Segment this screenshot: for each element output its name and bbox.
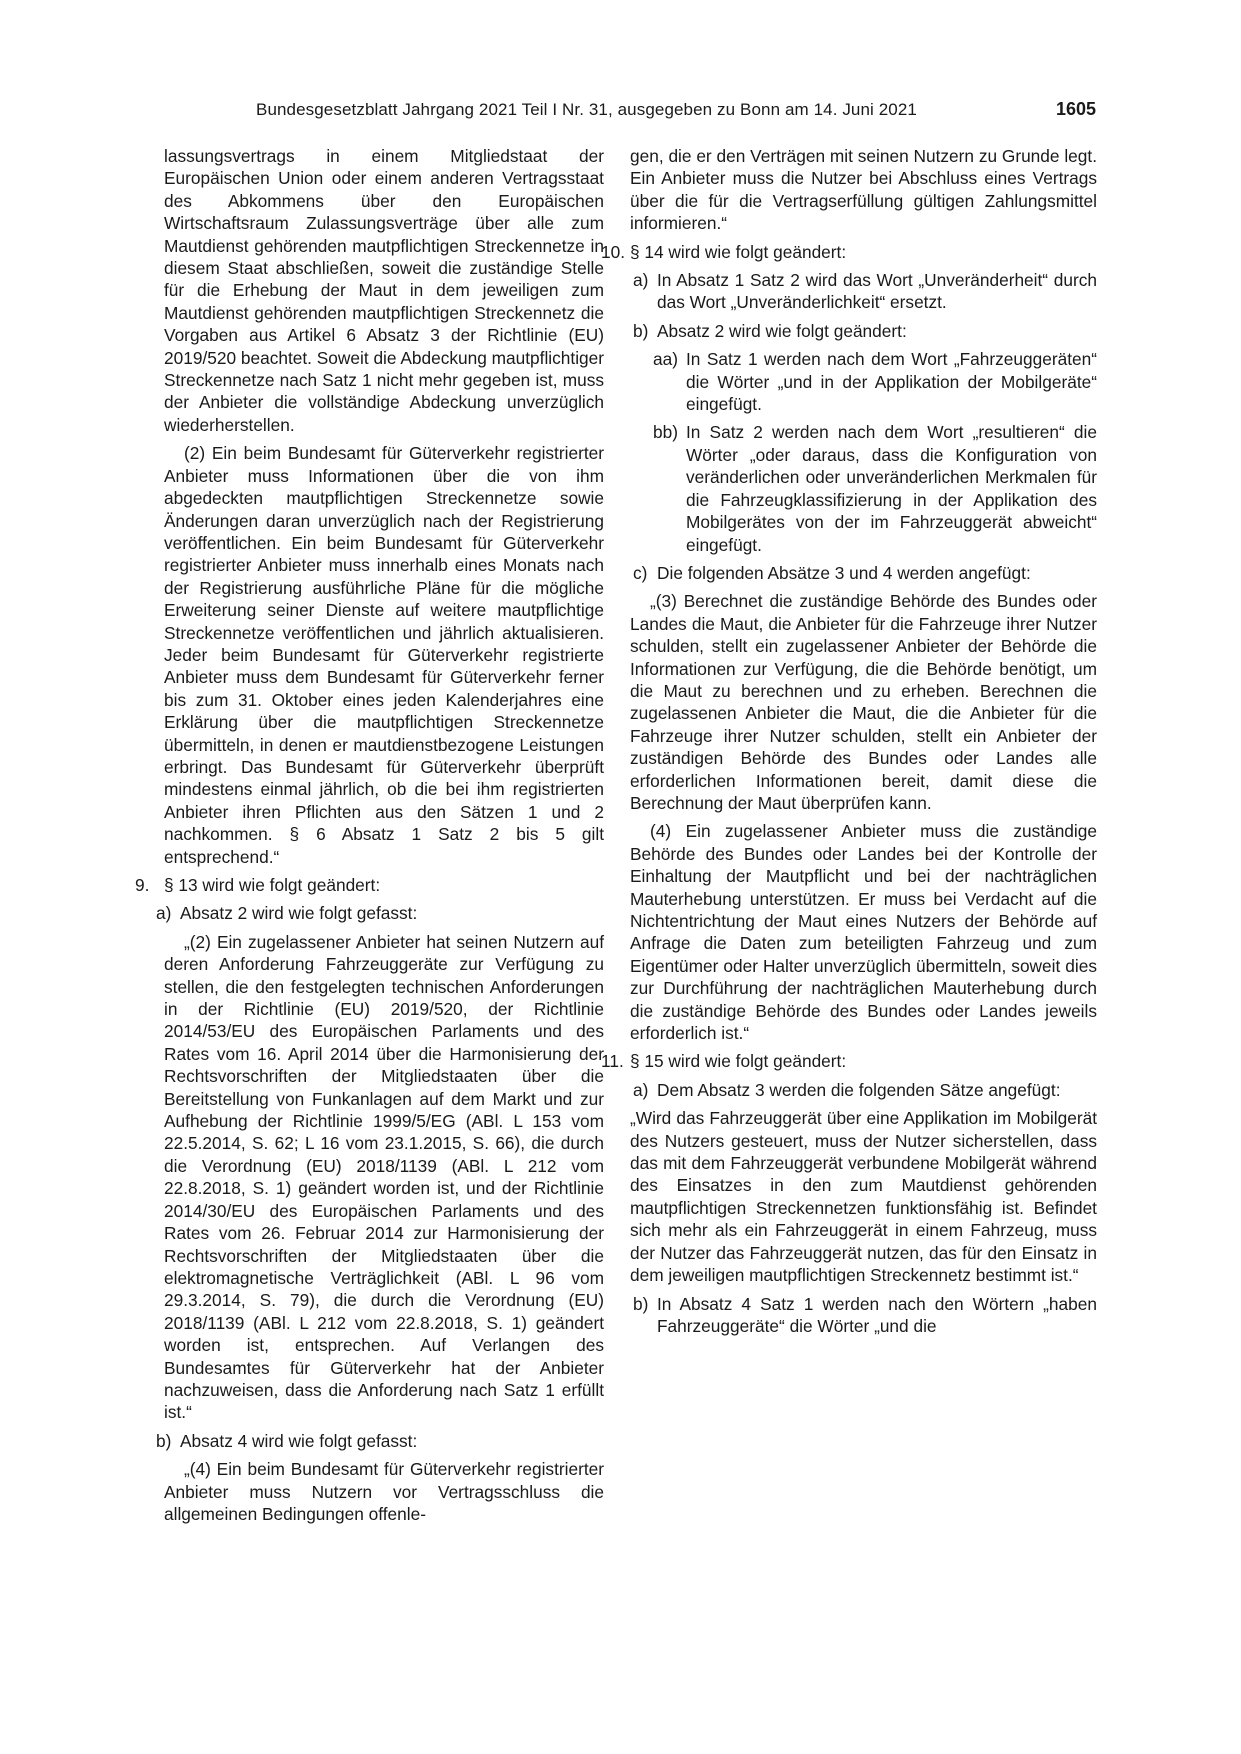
quoted-text: „(4) Ein beim Bundesamt für Güterverkehr registrierter Anbieter muss Nutzern vor Vertragsschluss die allgemeinen Bedingungen offenle- [164, 1459, 604, 1524]
right-column [601, 145, 1097, 1337]
item-text: § 14 wird wie folgt geändert: [630, 241, 847, 262]
item-text: Dem Absatz 3 werden die folgenden Sätze angefügt: [657, 1079, 1061, 1100]
paragraph: gen, die er den Verträgen mit seinen Nutzern zu Grunde legt. Ein Anbieter muss die Nutzer bei Abschluss eines Vertrags über die für die Vertragserfüllung gültigen Zahlungsmittel informieren.“ [630, 146, 1097, 234]
paragraph: lassungsvertrags in einem Mitgliedstaat der Europäischen Union oder einem anderen Vertragsstaat des Abkommens über den Europäischen Wirtschaftsraum Zulassungsverträge über alle zum Mautdienst gehörenden mautpflichtigen Streckennetze in diesem Staat abschließen, soweit die zuständige Stelle für die Erhebung der Maut in dem jeweiligen zum Mautdienst gehörenden mautpflichtigen Streckennetz die Vorgaben aus Artikel 6 Absatz 3 der Richtlinie (EU) 2019/520 beachtet. Soweit die Abdeckung mautpflichtiger Streckennetze nach Satz 1 nicht mehr gegeben ist, muss der Anbieter die vollständige Abdeckung unverzüglich wiederherstellen. [164, 146, 605, 435]
item-label: a) [633, 1079, 649, 1100]
quoted-text: „Wird das Fahrzeuggerät über eine Applikation im Mobilgerät des Nutzers gesteuert, muss der Nutzer sicherstellen, dass das mit dem Fahrzeuggerät verbundene Mobilgerät während des Einsatzes in den zum Mautdienst gehörenden mautpflichtigen Streckennetzen funktionsfähig ist. Befindet sich mehr als ein Fahrzeuggerät in einem Fahrzeug, muss der Nutzer das Fahrzeuggerät nutzen, das für den Einsatz in dem jeweiligen mautpflichtigen Streckennetz bestimmt ist.“ [630, 1108, 1097, 1286]
quoted-text: (4) Ein zugelassener Anbieter muss die zuständige Behörde des Bundes oder Landes bei der Kontrolle der Einhaltung der Mautpflicht und bei der nachträglichen Mauterhebung unterstützen. Er muss bei Verdacht auf die Nichtentrichtung der Maut eines Nutzers der Behörde auf Anfrage die Daten zum beteiligten Fahrzeug und zum Eigentümer oder Halter unverzüglich übermitteln, soweit dies zur Durchführung der nachträglichen Mauterhebung durch die zuständige Behörde des Bundes oder Landes jeweils erforderlich ist.“ [630, 821, 1097, 1044]
left-column [135, 145, 605, 1525]
item-text: In Satz 1 werden nach dem Wort „Fahrzeuggeräten“ die Wörter „und in der Applikation der Mobilgeräte“ eingefügt. [686, 349, 1097, 415]
list-item-11a [633, 1079, 1097, 1101]
item-text: § 13 wird wie folgt geändert: [164, 875, 381, 895]
item-text: § 15 wird wie folgt geändert: [630, 1051, 847, 1072]
list-item-10a [633, 269, 1097, 314]
item-text: Absatz 2 wird wie folgt gefasst: [180, 903, 418, 924]
list-item-11b [633, 1293, 1097, 1338]
item-text: In Absatz 1 Satz 2 wird das Wort „Unveränderheit“ durch das Wort „Unveränderlichkeit“ ersetzt. [657, 270, 1097, 313]
quoted-text: „(2) Ein zugelassener Anbieter hat seinen Nutzern auf deren Anforderung Fahrzeuggeräte zur Verfügung zu stellen, die den festgelegten technischen Anforderungen in der Richtlinie (EU) 2019/520, der Richtlinie 2014/53/EU des Europäischen Parlaments und des Rates vom 16. April 2014 über die Harmonisierung der Rechtsvorschriften der Mitgliedstaaten über die Bereitstellung von Funkanlagen auf dem Markt und zur Aufhebung der Richtlinie 1999/5/EG (ABl. L 153 vom 22.5.2014, S. 62; L 16 vom 23.1.2015, S. 66), die durch die Verordnung (EU) 2018/1139 (ABl. L 212 vom 22.8.2018, S. 1) geändert worden ist, und der Richtlinie 2014/30/EU des Europäischen Parlaments und des Rates vom 26. Februar 2014 zur Harmonisierung der Rechtsvorschriften der Mitgliedstaaten über die elektromagnetische Verträglichkeit (ABl. L 96 vom 29.3.2014, S. 79), die durch die Verordnung (EU) 2018/1139 (ABl. L 212 vom 22.8.2018, S. 1) geändert worden ist, entsprechen. Auf Verlangen des Bundesamtes für Güterverkehr hat der Anbieter nachzuweisen, dass die Anforderung nach Satz 1 erfüllt ist.“ [164, 931, 604, 1423]
item-label: c) [633, 562, 648, 583]
item-text: Absatz 2 wird wie folgt geändert: [657, 320, 907, 341]
page-number: 1605 [1055, 99, 1096, 119]
quoted-text: „(3) Berechnet die zuständige Behörde des Bundes oder Landes die Maut, die Anbieter für die Fahrzeuge ihrer Nutzer schulden, stellt ein zugelassener Anbieter der Behörde die Informationen zur Verfügung, die die Behörde benötigt, um die Maut zu berechnen und zu erheben. Berechnen die zugelassenen Anbieter die Maut, die die Anbieter für die Fahrzeuge ihrer Nutzer schulden, stellt ein Anbieter der zuständigen Behörde des Bundes oder Landes alle erforderlichen Informationen bereit, damit diese die Berechnung der Maut überprüfen kann. [630, 591, 1097, 813]
item-text: In Satz 2 werden nach dem Wort „resultieren“ die Wörter „oder daraus, dass die Konfiguration von veränderlichen oder unveränderlichen Merkmalen für die Fahrzeugklassifizierung in der Applikation des Mobilgerätes von der im Fahrzeuggerät abweicht“ eingefügt. [686, 422, 1097, 555]
item-label: a) [156, 903, 172, 924]
header-title: Bundesgesetzblatt Jahrgang 2021 Teil I Nr. 31, ausgegeben zu Bonn am 14. Juni 2021 [256, 100, 917, 119]
list-item-10b-bb [653, 421, 1097, 555]
item-label: b) [633, 1293, 649, 1314]
paragraph: (2) Ein beim Bundesamt für Güterverkehr registrierter Anbieter muss Informationen über die von ihm abgedeckten mautpflichtigen Streckennetze sowie Änderungen daran unverzüglich nach der Registrierung veröffentlichen. Ein beim Bundesamt für Güterverkehr registrierter Anbieter muss innerhalb eines Monats nach der Registrierung ausführliche Pläne für die mögliche Erweiterung seiner Dienste auf weitere mautpflichtige Streckennetze veröffentlichen und jährlich aktualisieren. Jeder beim Bundesamt für Güterverkehr registrierte Anbieter muss dem Bundesamt für Güterverkehr ferner bis zum 31. Oktober eines jeden Kalenderjahres eine Erklärung über die mautpflichtigen Streckennetze übermitteln, in denen er mautdienstbezogene Leistungen erbringt. Das Bundesamt für Güterverkehr überprüft mindestens einmal jährlich, ob die bei ihm registrierten Anbieter ihren Pflichten aus den Sätzen 1 und 2 nachkommen. § 6 Absatz 1 Satz 2 bis 5 gilt entsprechend.“ [164, 443, 604, 867]
item-number: 9. [135, 875, 150, 895]
list-item-9 [135, 874, 604, 896]
item-label: b) [633, 320, 649, 341]
item-text: In Absatz 4 Satz 1 werden nach den Wörtern „haben Fahrzeuggeräte“ die Wörter „und die [657, 1293, 1097, 1336]
item-label: b) [156, 1430, 172, 1451]
list-item-10c [633, 562, 1097, 584]
item-number: 10. [601, 241, 626, 262]
page-header [150, 100, 1096, 130]
list-item-10b-aa [653, 348, 1097, 415]
item-label: a) [633, 270, 649, 291]
list-item-11 [601, 1050, 1097, 1072]
item-label: bb) [653, 422, 678, 443]
list-item-9a [156, 902, 604, 924]
item-number: 11. [601, 1051, 624, 1072]
item-text: Die folgenden Absätze 3 und 4 werden angefügt: [657, 562, 1031, 583]
list-item-10b [633, 320, 1097, 342]
list-item-10 [601, 241, 1097, 263]
list-item-9b [156, 1430, 604, 1452]
item-label: aa) [653, 349, 678, 370]
item-text: Absatz 4 wird wie folgt gefasst: [180, 1430, 418, 1451]
